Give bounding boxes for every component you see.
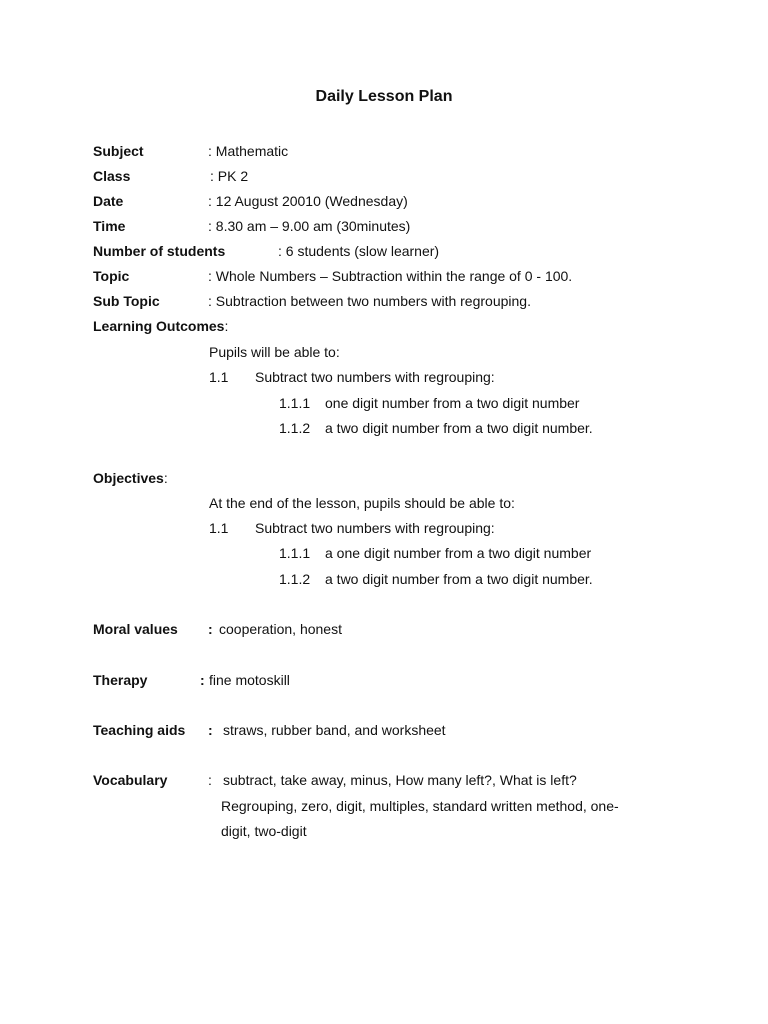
learning-outcomes-heading (93, 317, 228, 335)
learning-outcomes-subitem-num: 1.1.1 (279, 395, 311, 411)
subject-value: : Mathematic (208, 143, 289, 159)
vocabulary-label: Vocabulary (93, 772, 168, 788)
page-title: Daily Lesson Plan (315, 88, 453, 105)
subtopic-value: : Subtraction between two numbers with regrouping. (208, 293, 531, 309)
vocabulary-colon: : (208, 772, 212, 788)
date-label: Date (93, 193, 124, 209)
class-label: Class (93, 168, 131, 184)
subject-label: Subject (93, 143, 144, 159)
time-value: : 8.30 am – 9.00 am (30minutes) (208, 218, 411, 234)
learning-outcomes-item-num: 1.1 (209, 369, 229, 385)
learning-outcomes-item-text: Subtract two numbers with regrouping: (255, 369, 495, 385)
objectives-intro: At the end of the lesson, pupils should be able to: (209, 495, 515, 511)
learning-outcomes-subitem-text: a two digit number from a two digit number. (325, 420, 593, 436)
objectives-subitem-num: 1.1.2 (279, 571, 311, 587)
moral-values-colon: : (208, 621, 213, 637)
students-label: Number of students (93, 243, 226, 259)
moral-values-label: Moral values (93, 621, 178, 637)
date-value: : 12 August 20010 (Wednesday) (208, 193, 408, 209)
teaching-aids-value: straws, rubber band, and worksheet (223, 722, 446, 738)
vocabulary-line: Regrouping, zero, digit, multiples, standard written method, one- (221, 798, 619, 814)
objectives-label: Objectives (93, 470, 164, 486)
learning-outcomes-label: Learning Outcomes (93, 318, 225, 334)
class-value: : PK 2 (210, 168, 249, 184)
vocabulary-line: digit, two-digit (221, 823, 307, 839)
objectives-item-num: 1.1 (209, 520, 229, 536)
learning-outcomes-subitem-num: 1.1.2 (279, 420, 311, 436)
objectives-subitem-text: a one digit number from a two digit number (325, 545, 592, 561)
topic-value: : Whole Numbers – Subtraction within the range of 0 - 100. (208, 268, 573, 284)
objectives-item-text: Subtract two numbers with regrouping: (255, 520, 495, 536)
time-label: Time (93, 218, 126, 234)
topic-label: Topic (93, 268, 130, 284)
therapy-colon: : (200, 672, 205, 688)
learning-outcomes-intro: Pupils will be able to: (209, 344, 340, 360)
teaching-aids-label: Teaching aids (93, 722, 186, 738)
objectives-subitem-num: 1.1.1 (279, 545, 311, 561)
therapy-label: Therapy (93, 672, 148, 688)
vocabulary-line: subtract, take away, minus, How many left?, What is left? (223, 772, 577, 788)
objectives-subitem-text: a two digit number from a two digit number. (325, 571, 593, 587)
objectives-colon: : (163, 470, 168, 486)
teaching-aids-colon: : (208, 722, 213, 738)
objectives-heading (93, 469, 168, 487)
therapy-value: fine motoskill (209, 672, 290, 688)
learning-outcomes-colon: : (224, 318, 229, 334)
students-value: : 6 students (slow learner) (278, 243, 440, 259)
moral-values-value: cooperation, honest (219, 621, 342, 637)
learning-outcomes-subitem-text: one digit number from a two digit number (325, 395, 580, 411)
subtopic-label: Sub Topic (93, 293, 160, 309)
